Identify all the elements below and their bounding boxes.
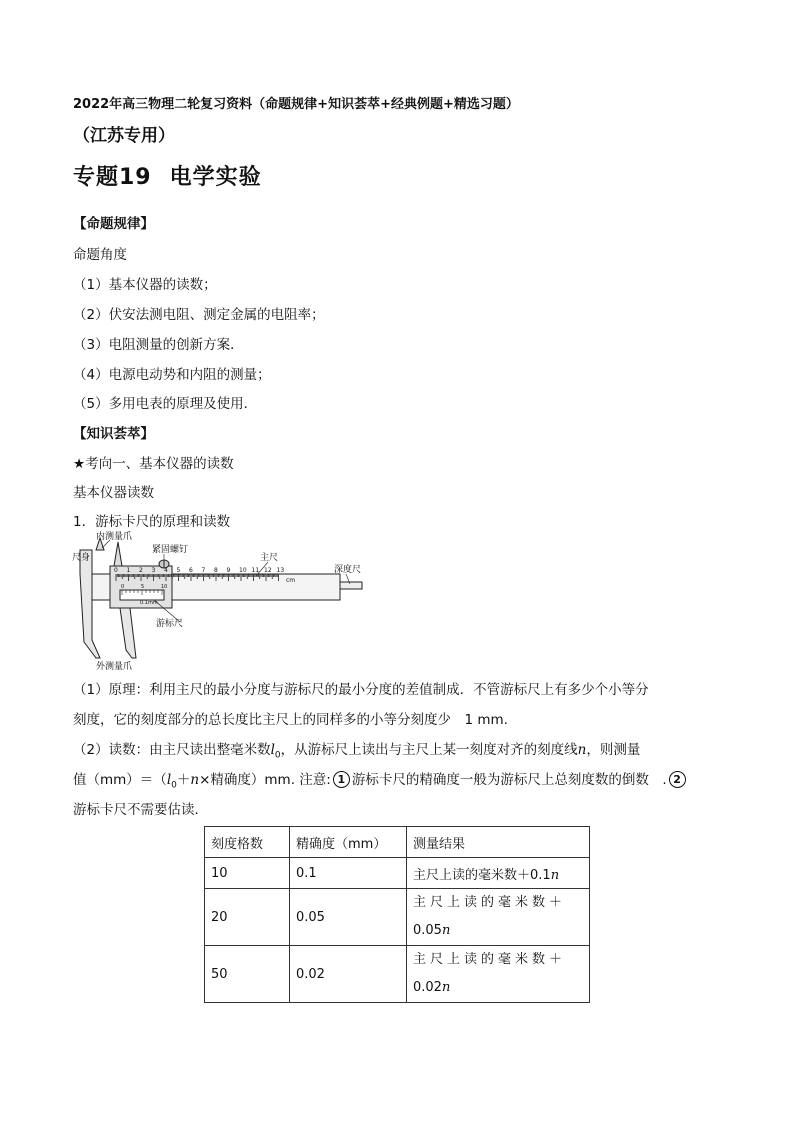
main-scale-label: 10 [239, 567, 247, 574]
table-header-cell: 刻度格数 [205, 827, 290, 858]
topic-name: 电学实验 [169, 165, 262, 190]
main-scale-label: 2 [139, 567, 143, 574]
table-cell: 0.05 [290, 889, 407, 946]
law-item: （1）基本仪器的读数； [73, 277, 217, 293]
label-depth: 深度尺 [334, 565, 362, 575]
circled-number: 1 [333, 771, 350, 788]
label-body: 尺身 [72, 553, 91, 563]
table-header-row [205, 827, 590, 858]
main-scale-label: 6 [189, 567, 193, 574]
table-row [205, 858, 590, 889]
table-cell: 10 [205, 858, 290, 889]
label-precision: 0.1mm [140, 600, 158, 606]
section-heading-law: 【命题规律】 [73, 216, 154, 232]
reading-line-1: （2）读数：由主尺读出整毫米数$l_0$，从游标尺上读出与主尺上某一刻度对齐的刻度线n，则测量 [73, 742, 641, 761]
knowledge-item-1: 1．游标卡尺的原理和读数 [73, 514, 231, 530]
main-scale-label: 1 [126, 567, 131, 574]
circled-number: 2 [669, 771, 686, 788]
main-scale-label: 13 [276, 567, 285, 574]
table-cell: 主尺上读的毫米数＋0.1n [407, 858, 590, 889]
main-scale-label: 3 [151, 567, 156, 574]
label-inner-jaw: 内测量爪 [96, 532, 133, 542]
label-main-scale: 主尺 [260, 553, 279, 563]
table-cell: 0.02 [290, 946, 407, 1003]
table-cell: 主尺上读的毫米数＋ 0.02n [407, 946, 590, 1003]
label-vernier: 游标尺 [156, 619, 184, 629]
law-item: （4）电源电动势和内阻的测量； [73, 367, 271, 383]
law-item: （3）电阻测量的创新方案． [73, 337, 244, 353]
table-row [205, 946, 590, 1003]
label-unit: cm [286, 577, 296, 584]
principle-line-1: （1）原理：利用主尺的最小分度与游标尺的最小分度的差值制成．不管游标尺上有多少个小等分 [73, 682, 649, 698]
table-cell: 主尺上读的毫米数＋ 0.05n [407, 889, 590, 946]
table-header-cell: 精确度（mm） [290, 827, 407, 858]
main-scale-label: 12 [264, 567, 272, 574]
main-scale-label: 11 [251, 567, 260, 574]
table-cell: 50 [205, 946, 290, 1003]
main-scale-label: 7 [201, 567, 206, 574]
table-cell: 20 [205, 889, 290, 946]
law-item: （2）伏安法测电阻、测定金属的电阻率； [73, 307, 325, 323]
principle-line-2: 刻度，它的刻度部分的总长度比主尺上的同样多的小等分刻度少 1 mm. [73, 712, 508, 728]
topic-number: 专题19 [73, 165, 152, 190]
law-intro: 命题角度 [73, 247, 127, 263]
knowledge-direction: ★考向一、基本仪器的读数 [73, 456, 234, 472]
series-title: 2022年高三物理二轮复习资料（命题规律+知识荟萃+经典例题+精选习题） [73, 97, 519, 112]
reading-line-2: 值$(mm)=(l_0+n\times$精确度）mm. 注意: 1 游标卡尺的精确度一般为游标尺上总刻度数的倒数 . 2 [73, 770, 688, 796]
precision-table [204, 826, 590, 1003]
reading-line-3: 游标卡尺不需要估读． [73, 802, 208, 818]
main-scale-label: 5 [176, 567, 181, 574]
region-title: （江苏专用） [73, 126, 175, 146]
label-screw: 紧固螺钉 [152, 545, 189, 555]
main-scale-label: 0 [114, 567, 118, 574]
vernier-scale-label: 10 [161, 584, 168, 590]
section-heading-knowledge: 【知识荟萃】 [73, 426, 154, 442]
table-header-cell: 测量结果 [407, 827, 590, 858]
law-item: （5）多用电表的原理及使用． [73, 396, 258, 412]
table-row [205, 889, 590, 946]
knowledge-subheading: 基本仪器读数 [73, 485, 154, 501]
table-cell: 0.1 [290, 858, 407, 889]
main-scale-label: 8 [214, 567, 218, 574]
main-scale-label: 4 [164, 567, 168, 574]
vernier-caliper-figure [70, 530, 370, 670]
label-outer-jaw: 外测量爪 [96, 662, 133, 670]
vernier-scale-label: 5 [141, 584, 145, 590]
main-scale-label: 9 [226, 567, 231, 574]
topic-title [73, 165, 262, 190]
vernier-scale-label: 0 [121, 584, 125, 590]
